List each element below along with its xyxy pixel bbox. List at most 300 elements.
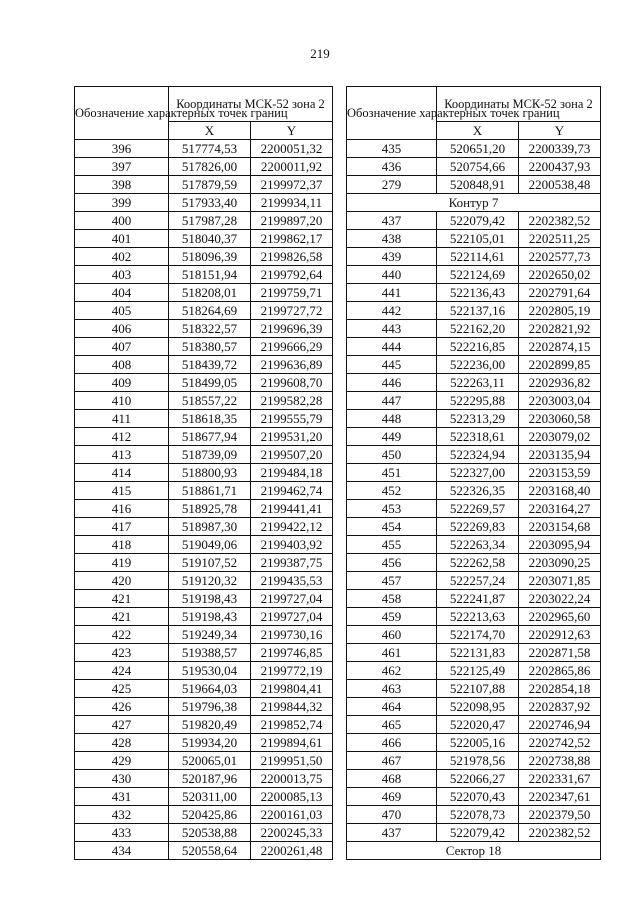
point-id-cell: 449 xyxy=(347,428,437,446)
point-id-cell: 408 xyxy=(75,356,169,374)
point-id-cell: 418 xyxy=(75,536,169,554)
table-row xyxy=(347,338,601,356)
y-cell: 2202331,67 xyxy=(519,770,601,788)
table-row xyxy=(347,518,601,536)
x-cell: 522124,69 xyxy=(437,266,519,284)
table-row xyxy=(75,752,333,770)
y-cell: 2199862,17 xyxy=(251,230,333,248)
y-cell: 2202805,19 xyxy=(519,302,601,320)
table-row xyxy=(75,158,333,176)
table-row xyxy=(75,590,333,608)
table-row xyxy=(75,734,333,752)
x-cell: 522236,00 xyxy=(437,356,519,374)
x-cell: 518800,93 xyxy=(169,464,251,482)
x-cell: 520187,96 xyxy=(169,770,251,788)
y-cell: 2199804,41 xyxy=(251,680,333,698)
table-row xyxy=(75,392,333,410)
point-id-cell: 431 xyxy=(75,788,169,806)
x-cell: 518439,72 xyxy=(169,356,251,374)
table-row xyxy=(347,284,601,302)
point-id-cell: 450 xyxy=(347,446,437,464)
point-id-cell: 432 xyxy=(75,806,169,824)
table-row xyxy=(75,644,333,662)
x-cell: 518925,78 xyxy=(169,500,251,518)
x-cell: 522125,49 xyxy=(437,662,519,680)
x-cell: 519198,43 xyxy=(169,608,251,626)
table-row xyxy=(75,428,333,446)
y-cell: 2199727,72 xyxy=(251,302,333,320)
point-id-cell: 444 xyxy=(347,338,437,356)
table-row xyxy=(75,374,333,392)
x-cell: 520754,66 xyxy=(437,158,519,176)
point-id-cell: 440 xyxy=(347,266,437,284)
y-cell: 2202837,92 xyxy=(519,698,601,716)
y-cell: 2202382,52 xyxy=(519,824,601,842)
x-cell: 522105,01 xyxy=(437,230,519,248)
table-row xyxy=(347,302,601,320)
point-id-cell: 398 xyxy=(75,176,169,194)
point-id-cell: 401 xyxy=(75,230,169,248)
y-cell: 2202742,52 xyxy=(519,734,601,752)
point-id-cell: 414 xyxy=(75,464,169,482)
point-id-cell: 412 xyxy=(75,428,169,446)
point-id-cell: 453 xyxy=(347,500,437,518)
x-cell: 518861,71 xyxy=(169,482,251,500)
table-row xyxy=(75,356,333,374)
point-id-cell: 442 xyxy=(347,302,437,320)
point-id-cell: 429 xyxy=(75,752,169,770)
point-id-cell: 403 xyxy=(75,266,169,284)
x-cell: 522262,58 xyxy=(437,554,519,572)
y-cell: 2199422,12 xyxy=(251,518,333,536)
y-cell: 2202347,61 xyxy=(519,788,601,806)
table-row xyxy=(347,734,601,752)
point-id-cell: 462 xyxy=(347,662,437,680)
x-cell: 518322,57 xyxy=(169,320,251,338)
point-id-cell: 447 xyxy=(347,392,437,410)
y-cell: 2202738,88 xyxy=(519,752,601,770)
y-cell: 2202965,60 xyxy=(519,608,601,626)
x-cell: 522107,88 xyxy=(437,680,519,698)
table-row xyxy=(75,662,333,680)
x-cell: 520425,86 xyxy=(169,806,251,824)
point-id-cell: 433 xyxy=(75,824,169,842)
header-coords-title: Координаты МСК-52 зона 2 xyxy=(437,87,601,122)
header-y: Y xyxy=(251,122,333,140)
x-cell: 522174,70 xyxy=(437,626,519,644)
table-row xyxy=(347,752,601,770)
x-cell: 522263,11 xyxy=(437,374,519,392)
y-cell: 2202936,82 xyxy=(519,374,601,392)
point-id-cell: 438 xyxy=(347,230,437,248)
point-id-cell: 413 xyxy=(75,446,169,464)
table-row xyxy=(347,464,601,482)
x-cell: 520651,20 xyxy=(437,140,519,158)
x-cell: 517933,40 xyxy=(169,194,251,212)
table-row xyxy=(75,230,333,248)
y-cell: 2199730,16 xyxy=(251,626,333,644)
point-id-cell: 426 xyxy=(75,698,169,716)
table-row xyxy=(75,248,333,266)
table-row xyxy=(347,482,601,500)
y-cell: 2199484,18 xyxy=(251,464,333,482)
table-row xyxy=(75,806,333,824)
table-row xyxy=(347,788,601,806)
x-cell: 518380,57 xyxy=(169,338,251,356)
coordinates-table-left xyxy=(74,86,333,860)
y-cell: 2202382,52 xyxy=(519,212,601,230)
point-id-cell: 439 xyxy=(347,248,437,266)
point-id-cell: 423 xyxy=(75,644,169,662)
y-cell: 2199403,92 xyxy=(251,536,333,554)
point-id-cell: 470 xyxy=(347,806,437,824)
point-id-cell: 460 xyxy=(347,626,437,644)
x-cell: 518208,01 xyxy=(169,284,251,302)
point-id-cell: 469 xyxy=(347,788,437,806)
coordinates-table-right xyxy=(346,86,601,860)
table-row xyxy=(347,608,601,626)
y-cell: 2202821,92 xyxy=(519,320,601,338)
y-cell: 2199441,41 xyxy=(251,500,333,518)
table-row xyxy=(347,374,601,392)
table-row xyxy=(75,410,333,428)
point-id-cell: 417 xyxy=(75,518,169,536)
point-id-cell: 425 xyxy=(75,680,169,698)
y-cell: 2202912,63 xyxy=(519,626,601,644)
y-cell: 2203168,40 xyxy=(519,482,601,500)
point-id-cell: 427 xyxy=(75,716,169,734)
y-cell: 2199746,85 xyxy=(251,644,333,662)
table-row xyxy=(347,824,601,842)
x-cell: 522269,57 xyxy=(437,500,519,518)
point-id-cell: 420 xyxy=(75,572,169,590)
table-row xyxy=(75,626,333,644)
header-designation: Обозначение характерных точек границ xyxy=(75,87,169,140)
y-cell: 2199897,20 xyxy=(251,212,333,230)
point-id-cell: 448 xyxy=(347,410,437,428)
y-cell: 2200538,48 xyxy=(519,176,601,194)
y-cell: 2203095,94 xyxy=(519,536,601,554)
x-cell: 518151,94 xyxy=(169,266,251,284)
y-cell: 2203079,02 xyxy=(519,428,601,446)
x-cell: 519049,06 xyxy=(169,536,251,554)
point-id-cell: 446 xyxy=(347,374,437,392)
x-cell: 522327,00 xyxy=(437,464,519,482)
x-cell: 518987,30 xyxy=(169,518,251,536)
table-row xyxy=(75,536,333,554)
y-cell: 2199666,29 xyxy=(251,338,333,356)
point-id-cell: 443 xyxy=(347,320,437,338)
point-id-cell: 428 xyxy=(75,734,169,752)
table-row xyxy=(75,788,333,806)
point-id-cell: 409 xyxy=(75,374,169,392)
point-id-cell: 399 xyxy=(75,194,169,212)
header-coords-title: Координаты МСК-52 зона 2 xyxy=(169,87,333,122)
point-id-cell: 459 xyxy=(347,608,437,626)
x-cell: 519664,03 xyxy=(169,680,251,698)
header-x: X xyxy=(169,122,251,140)
y-cell: 2203153,59 xyxy=(519,464,601,482)
point-id-cell: 468 xyxy=(347,770,437,788)
x-cell: 522070,43 xyxy=(437,788,519,806)
x-cell: 518264,69 xyxy=(169,302,251,320)
point-id-cell: 437 xyxy=(347,212,437,230)
table-row xyxy=(75,698,333,716)
y-cell: 2199727,04 xyxy=(251,608,333,626)
y-cell: 2199462,74 xyxy=(251,482,333,500)
y-cell: 2199696,39 xyxy=(251,320,333,338)
point-id-cell: 405 xyxy=(75,302,169,320)
table-row xyxy=(347,158,601,176)
table-row xyxy=(75,716,333,734)
table-row xyxy=(347,626,601,644)
y-cell: 2199844,32 xyxy=(251,698,333,716)
y-cell: 2202791,64 xyxy=(519,284,601,302)
table-row xyxy=(75,140,333,158)
y-cell: 2199582,28 xyxy=(251,392,333,410)
x-cell: 522313,29 xyxy=(437,410,519,428)
table-row xyxy=(75,266,333,284)
x-cell: 522005,16 xyxy=(437,734,519,752)
x-cell: 518499,05 xyxy=(169,374,251,392)
x-cell: 517879,59 xyxy=(169,176,251,194)
point-id-cell: 463 xyxy=(347,680,437,698)
y-cell: 2199852,74 xyxy=(251,716,333,734)
point-id-cell: 434 xyxy=(75,842,169,860)
x-cell: 522066,27 xyxy=(437,770,519,788)
header-designation: Обозначение характерных точек границ xyxy=(347,87,437,140)
y-cell: 2199507,20 xyxy=(251,446,333,464)
y-cell: 2202874,15 xyxy=(519,338,601,356)
x-cell: 519107,52 xyxy=(169,554,251,572)
point-id-cell: 465 xyxy=(347,716,437,734)
point-id-cell: 419 xyxy=(75,554,169,572)
y-cell: 2200161,03 xyxy=(251,806,333,824)
y-cell: 2200013,75 xyxy=(251,770,333,788)
y-cell: 2202871,58 xyxy=(519,644,601,662)
x-cell: 522318,61 xyxy=(437,428,519,446)
x-cell: 518618,35 xyxy=(169,410,251,428)
x-cell: 518557,22 xyxy=(169,392,251,410)
header-y: Y xyxy=(519,122,601,140)
point-id-cell: 436 xyxy=(347,158,437,176)
y-cell: 2203071,85 xyxy=(519,572,601,590)
x-cell: 522162,20 xyxy=(437,320,519,338)
table-row xyxy=(75,446,333,464)
x-cell: 519796,38 xyxy=(169,698,251,716)
section-label: Сектор 18 xyxy=(347,842,601,860)
point-id-cell: 466 xyxy=(347,734,437,752)
table-row xyxy=(75,554,333,572)
table-row xyxy=(75,212,333,230)
point-id-cell: 435 xyxy=(347,140,437,158)
table-row xyxy=(347,770,601,788)
y-cell: 2202379,50 xyxy=(519,806,601,824)
table-row xyxy=(75,284,333,302)
y-cell: 2200085,13 xyxy=(251,788,333,806)
x-cell: 522269,83 xyxy=(437,518,519,536)
y-cell: 2199826,58 xyxy=(251,248,333,266)
y-cell: 2202865,86 xyxy=(519,662,601,680)
section-label: Контур 7 xyxy=(347,194,601,212)
x-cell: 522078,73 xyxy=(437,806,519,824)
x-cell: 520065,01 xyxy=(169,752,251,770)
table-row xyxy=(75,608,333,626)
table-row xyxy=(347,410,601,428)
point-id-cell: 411 xyxy=(75,410,169,428)
table-row xyxy=(347,140,601,158)
y-cell: 2203164,27 xyxy=(519,500,601,518)
x-cell: 519934,20 xyxy=(169,734,251,752)
x-cell: 519388,57 xyxy=(169,644,251,662)
header-x: X xyxy=(437,122,519,140)
y-cell: 2199894,61 xyxy=(251,734,333,752)
x-cell: 522137,16 xyxy=(437,302,519,320)
y-cell: 2203135,94 xyxy=(519,446,601,464)
x-cell: 517987,28 xyxy=(169,212,251,230)
x-cell: 522136,43 xyxy=(437,284,519,302)
x-cell: 522114,61 xyxy=(437,248,519,266)
x-cell: 520558,64 xyxy=(169,842,251,860)
x-cell: 522079,42 xyxy=(437,212,519,230)
y-cell: 2199555,79 xyxy=(251,410,333,428)
point-id-cell: 407 xyxy=(75,338,169,356)
table-row xyxy=(75,500,333,518)
x-cell: 522098,95 xyxy=(437,698,519,716)
point-id-cell: 404 xyxy=(75,284,169,302)
page-number: 219 xyxy=(310,46,330,61)
section-row xyxy=(347,194,601,212)
table-row xyxy=(347,806,601,824)
y-cell: 2202650,02 xyxy=(519,266,601,284)
point-id-cell: 279 xyxy=(347,176,437,194)
x-cell: 519120,32 xyxy=(169,572,251,590)
point-id-cell: 441 xyxy=(347,284,437,302)
y-cell: 2203060,58 xyxy=(519,410,601,428)
point-id-cell: 396 xyxy=(75,140,169,158)
point-id-cell: 458 xyxy=(347,590,437,608)
x-cell: 520538,88 xyxy=(169,824,251,842)
table-row xyxy=(75,482,333,500)
point-id-cell: 455 xyxy=(347,536,437,554)
x-cell: 522020,47 xyxy=(437,716,519,734)
x-cell: 522241,87 xyxy=(437,590,519,608)
x-cell: 517826,00 xyxy=(169,158,251,176)
table-row xyxy=(347,230,601,248)
y-cell: 2199934,11 xyxy=(251,194,333,212)
point-id-cell: 461 xyxy=(347,644,437,662)
y-cell: 2199435,53 xyxy=(251,572,333,590)
point-id-cell: 452 xyxy=(347,482,437,500)
y-cell: 2200011,92 xyxy=(251,158,333,176)
y-cell: 2202854,18 xyxy=(519,680,601,698)
y-cell: 2200339,73 xyxy=(519,140,601,158)
table-row xyxy=(347,500,601,518)
table-row xyxy=(75,572,333,590)
x-cell: 518739,09 xyxy=(169,446,251,464)
table-row xyxy=(347,248,601,266)
table-row xyxy=(347,356,601,374)
x-cell: 519820,49 xyxy=(169,716,251,734)
point-id-cell: 422 xyxy=(75,626,169,644)
y-cell: 2199727,04 xyxy=(251,590,333,608)
x-cell: 518040,37 xyxy=(169,230,251,248)
y-cell: 2202577,73 xyxy=(519,248,601,266)
point-id-cell: 437 xyxy=(347,824,437,842)
y-cell: 2199608,70 xyxy=(251,374,333,392)
table-row xyxy=(347,590,601,608)
point-id-cell: 397 xyxy=(75,158,169,176)
table-row xyxy=(347,320,601,338)
x-cell: 522131,83 xyxy=(437,644,519,662)
point-id-cell: 415 xyxy=(75,482,169,500)
table-row xyxy=(347,662,601,680)
table-row xyxy=(75,320,333,338)
y-cell: 2203003,04 xyxy=(519,392,601,410)
point-id-cell: 402 xyxy=(75,248,169,266)
table-row xyxy=(75,338,333,356)
x-cell: 522263,34 xyxy=(437,536,519,554)
y-cell: 2199531,20 xyxy=(251,428,333,446)
point-id-cell: 456 xyxy=(347,554,437,572)
point-id-cell: 454 xyxy=(347,518,437,536)
table-row xyxy=(75,464,333,482)
table-row xyxy=(75,518,333,536)
x-cell: 522216,85 xyxy=(437,338,519,356)
y-cell: 2199792,64 xyxy=(251,266,333,284)
point-id-cell: 421 xyxy=(75,608,169,626)
x-cell: 520848,91 xyxy=(437,176,519,194)
x-cell: 520311,00 xyxy=(169,788,251,806)
table-row xyxy=(347,446,601,464)
y-cell: 2202899,85 xyxy=(519,356,601,374)
x-cell: 518096,39 xyxy=(169,248,251,266)
table-row xyxy=(347,392,601,410)
table-row xyxy=(347,680,601,698)
y-cell: 2203022,24 xyxy=(519,590,601,608)
x-cell: 519530,04 xyxy=(169,662,251,680)
table-row xyxy=(75,842,333,860)
y-cell: 2200051,32 xyxy=(251,140,333,158)
x-cell: 522295,88 xyxy=(437,392,519,410)
table-row xyxy=(75,194,333,212)
y-cell: 2202746,94 xyxy=(519,716,601,734)
table-row xyxy=(75,770,333,788)
table-row xyxy=(347,572,601,590)
x-cell: 522213,63 xyxy=(437,608,519,626)
section-row xyxy=(347,842,601,860)
table-row xyxy=(75,680,333,698)
table-row xyxy=(347,212,601,230)
y-cell: 2200245,33 xyxy=(251,824,333,842)
point-id-cell: 416 xyxy=(75,500,169,518)
x-cell: 517774,53 xyxy=(169,140,251,158)
y-cell: 2203154,68 xyxy=(519,518,601,536)
x-cell: 522326,35 xyxy=(437,482,519,500)
point-id-cell: 400 xyxy=(75,212,169,230)
table-body-left xyxy=(75,140,333,860)
y-cell: 2203090,25 xyxy=(519,554,601,572)
point-id-cell: 445 xyxy=(347,356,437,374)
table-row xyxy=(75,302,333,320)
y-cell: 2199951,50 xyxy=(251,752,333,770)
table-row xyxy=(75,824,333,842)
table-row xyxy=(347,644,601,662)
y-cell: 2199636,89 xyxy=(251,356,333,374)
y-cell: 2199772,19 xyxy=(251,662,333,680)
point-id-cell: 464 xyxy=(347,698,437,716)
point-id-cell: 457 xyxy=(347,572,437,590)
